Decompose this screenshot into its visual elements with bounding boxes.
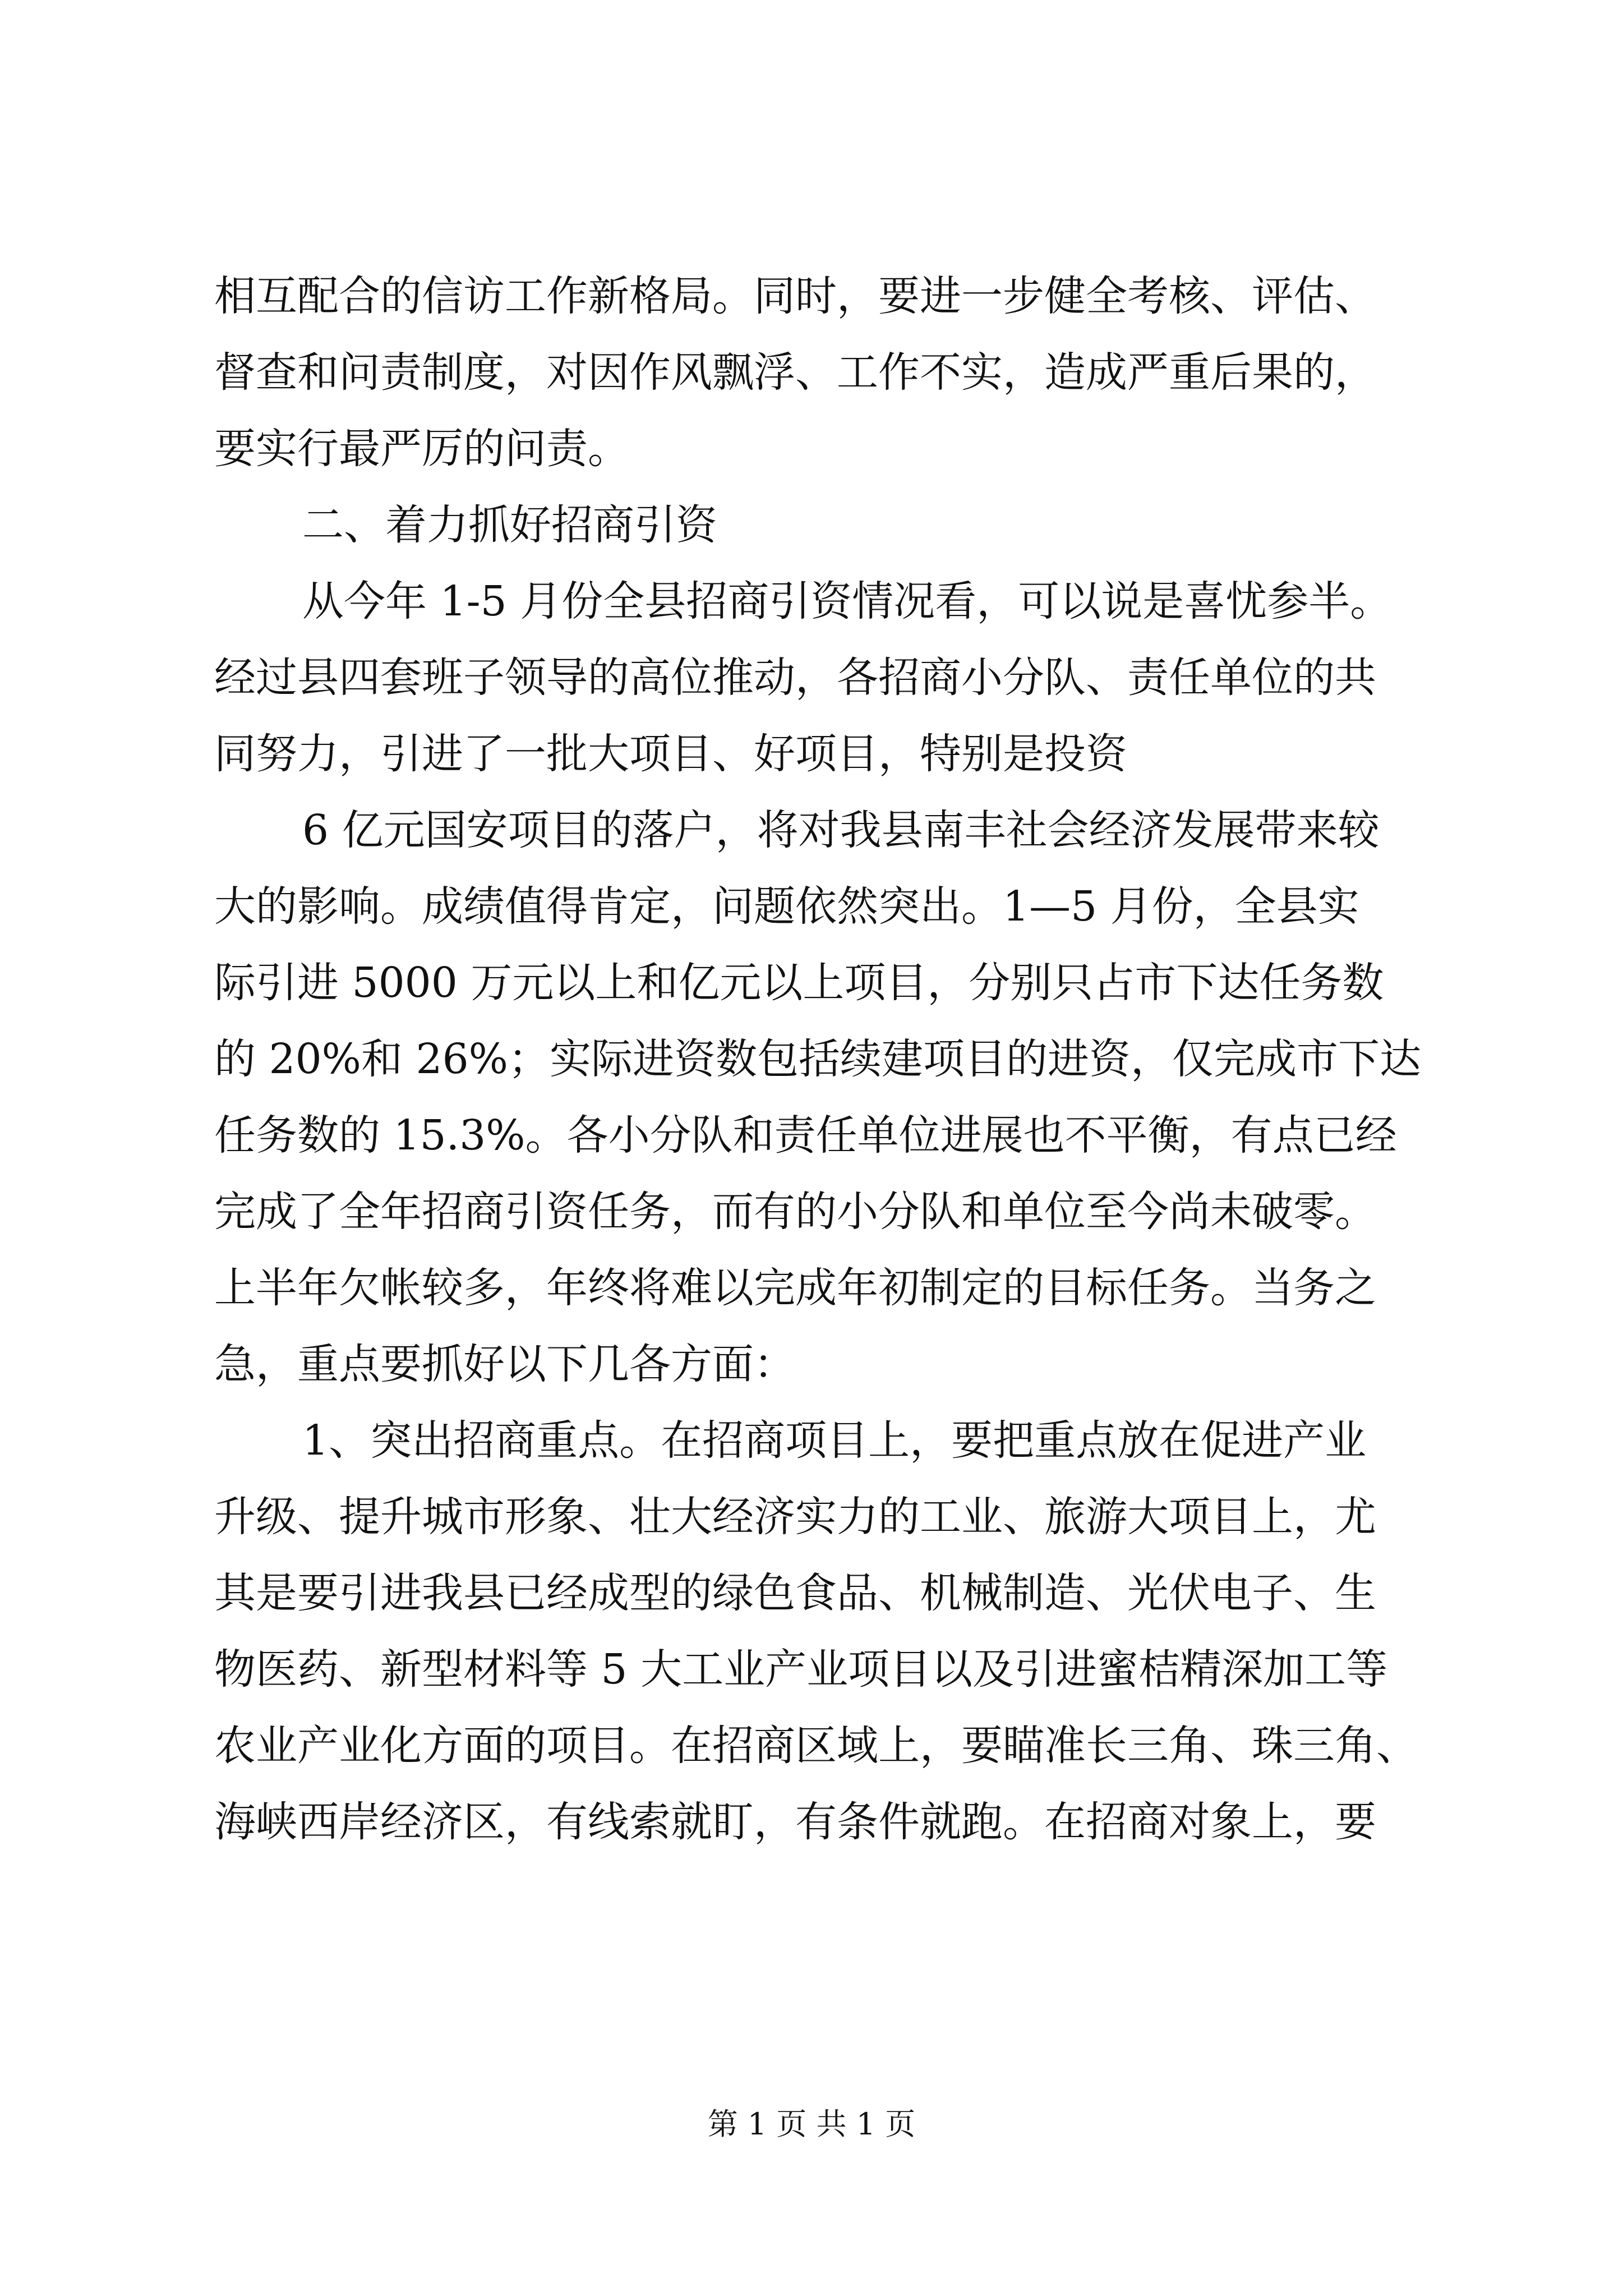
- section-heading: 二、着力抓好招商引资: [302, 501, 717, 549]
- paragraph-line: 升级、提升城市形象、壮大经济实力的工业、旅游大项目上，尤: [214, 1493, 1376, 1541]
- paragraph-line: 上半年欠帐较多，年终将难以完成年初制定的目标任务。当务之: [214, 1264, 1376, 1312]
- paragraph-line: 督查和问责制度，对因作风飘浮、工作不实，造成严重后果的，: [214, 348, 1376, 397]
- paragraph-line: 大的影响。成绩值得肯定，问题依然突出。1—5 月份，全县实: [214, 882, 1359, 931]
- paragraph-line: 同努力，引进了一批大项目、好项目，特别是投资: [214, 730, 1127, 778]
- paragraph-line: 相互配合的信访工作新格局。同时，要进一步健全考核、评估、: [214, 272, 1376, 320]
- paragraph-line: 农业产业化方面的项目。在招商区域上，要瞄准长三角、珠三角、: [214, 1722, 1418, 1770]
- paragraph-line: 经过县四套班子领导的高位推动，各招商小分队、责任单位的共: [214, 654, 1376, 702]
- paragraph-line: 物医药、新型材料等 5 大工业产业项目以及引进蜜桔精深加工等: [214, 1645, 1388, 1694]
- page-number-footer: 第 1 页 共 1 页: [707, 2106, 916, 2142]
- paragraph-line: 完成了全年招商引资任务，而有的小分队和单位至今尚未破零。: [214, 1188, 1376, 1236]
- document-body: [214, 258, 1426, 1860]
- paragraph-line: 要实行最严厉的问责。: [214, 425, 629, 473]
- paragraph-line: 其是要引进我县已经成型的绿色食品、机械制造、光伏电子、生: [214, 1569, 1376, 1617]
- paragraph-line: 任务数的 15.3%。各小分队和责任单位进展也不平衡，有点已经: [214, 1111, 1397, 1159]
- paragraph-line: 际引进 5000 万元以上和亿元以上项目，分别只占市下达任务数: [214, 959, 1384, 1007]
- paragraph-line: 1、突出招商重点。在招商项目上，要把重点放在促进产业: [302, 1416, 1367, 1465]
- paragraph-line: 的 20%和 26%；实际进资数包括续建项目的进资，仅完成市下达: [214, 1035, 1421, 1083]
- paragraph-line: 6 亿元国安项目的落户，将对我县南丰社会经济发展带来较: [302, 806, 1380, 854]
- paragraph-line: 海峡西岸经济区，有线索就盯，有条件就跑。在招商对象上，要: [214, 1798, 1376, 1846]
- paragraph-line: 从今年 1-5 月份全县招商引资情况看，可以说是喜忧参半。: [302, 577, 1392, 625]
- paragraph-line: 急，重点要抓好以下几各方面：: [214, 1340, 795, 1388]
